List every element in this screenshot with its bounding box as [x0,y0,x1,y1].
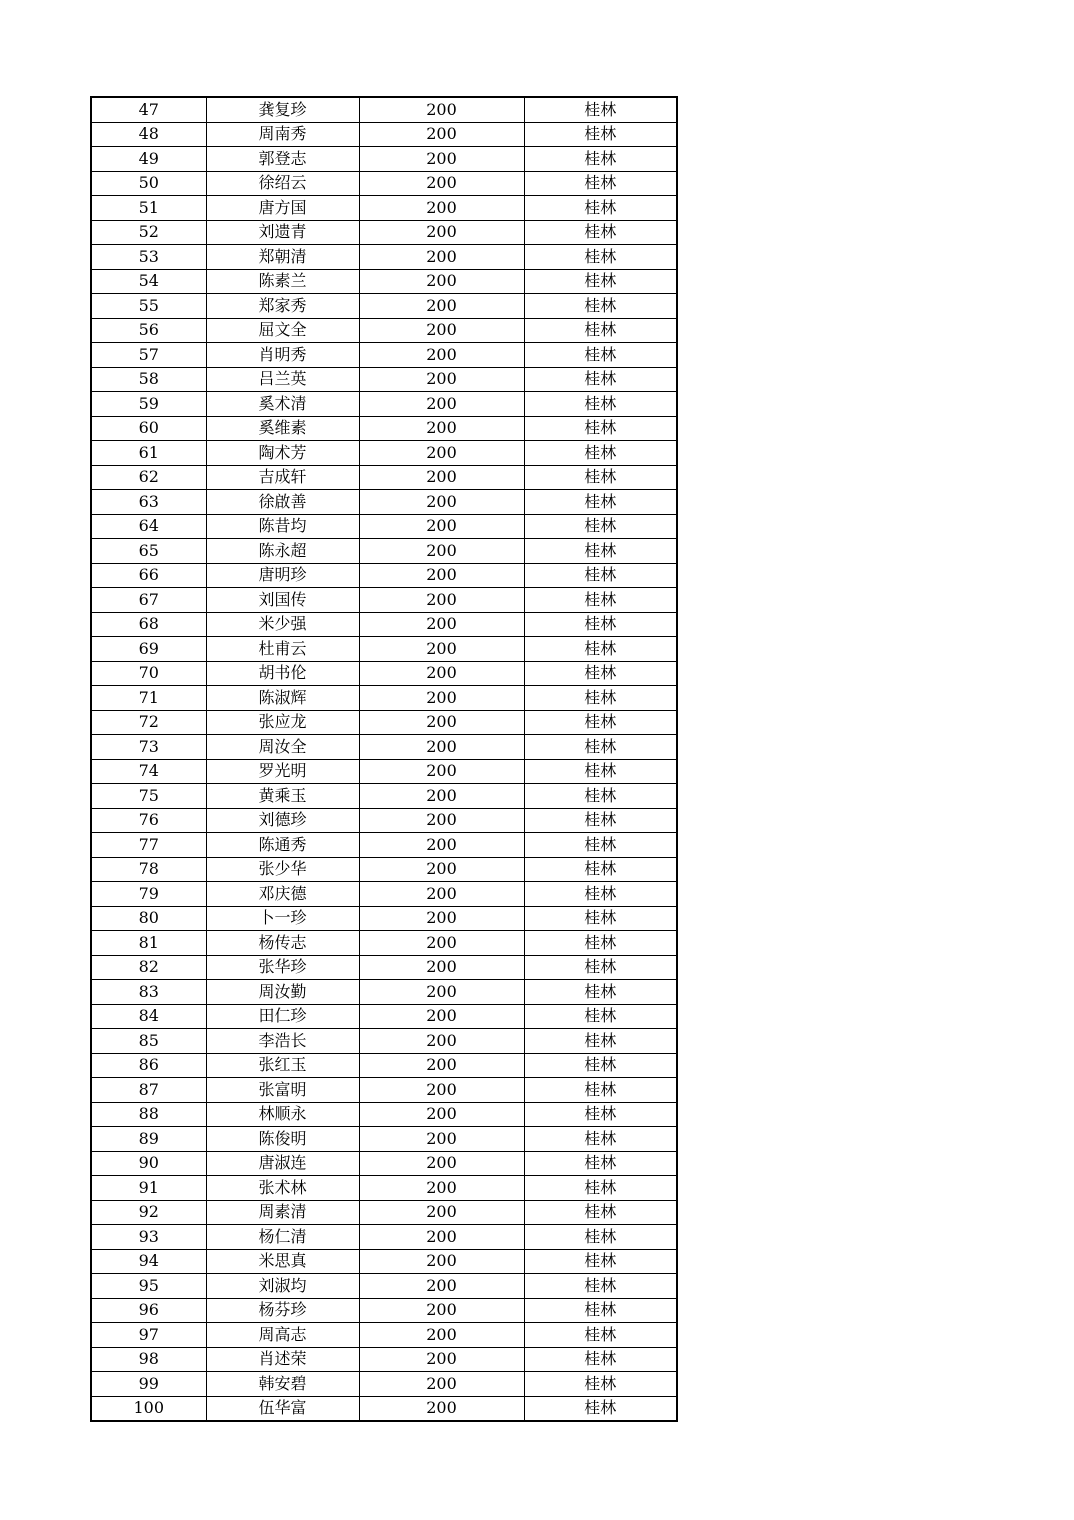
amount-cell: 200 [359,1029,524,1054]
location-cell: 桂林 [524,1274,677,1299]
row-number-cell: 55 [91,294,206,319]
name-cell: 杜甫云 [206,637,359,662]
table-row [91,220,677,245]
table-row [91,1053,677,1078]
amount-cell: 200 [359,97,524,122]
row-number-cell: 57 [91,343,206,368]
amount-cell: 200 [359,343,524,368]
amount-cell: 200 [359,637,524,662]
row-number-cell: 89 [91,1127,206,1152]
location-cell: 桂林 [524,1249,677,1274]
table-row [91,465,677,490]
row-number-cell: 56 [91,318,206,343]
location-cell: 桂林 [524,465,677,490]
row-number-cell: 100 [91,1396,206,1421]
table-row [91,857,677,882]
table-row [91,1274,677,1299]
table-row [91,1004,677,1029]
location-cell: 桂林 [524,980,677,1005]
name-cell: 吉成轩 [206,465,359,490]
table-row [91,808,677,833]
row-number-cell: 62 [91,465,206,490]
amount-cell: 200 [359,955,524,980]
row-number-cell: 83 [91,980,206,1005]
name-cell: 卜一珍 [206,906,359,931]
amount-cell: 200 [359,661,524,686]
row-number-cell: 91 [91,1176,206,1201]
name-cell: 郭登志 [206,147,359,172]
location-cell: 桂林 [524,1029,677,1054]
location-cell: 桂林 [524,661,677,686]
amount-cell: 200 [359,882,524,907]
name-cell: 唐淑连 [206,1151,359,1176]
table-row [91,686,677,711]
amount-cell: 200 [359,857,524,882]
table-row [91,514,677,539]
table-row [91,1396,677,1421]
amount-cell: 200 [359,392,524,417]
location-cell: 桂林 [524,1225,677,1250]
table-row [91,906,677,931]
amount-cell: 200 [359,1249,524,1274]
row-number-cell: 58 [91,367,206,392]
amount-cell: 200 [359,1078,524,1103]
table-row [91,1372,677,1397]
table-row [91,318,677,343]
amount-cell: 200 [359,833,524,858]
row-number-cell: 61 [91,441,206,466]
table-row [91,539,677,564]
row-number-cell: 97 [91,1323,206,1348]
row-number-cell: 67 [91,588,206,613]
row-number-cell: 90 [91,1151,206,1176]
amount-cell: 200 [359,808,524,833]
amount-cell: 200 [359,588,524,613]
amount-cell: 200 [359,490,524,515]
table-row [91,1200,677,1225]
amount-cell: 200 [359,1396,524,1421]
location-cell: 桂林 [524,882,677,907]
table-row [91,367,677,392]
table-row [91,735,677,760]
amount-cell: 200 [359,1225,524,1250]
table-row [91,97,677,122]
name-cell: 郑家秀 [206,294,359,319]
amount-cell: 200 [359,931,524,956]
row-number-cell: 86 [91,1053,206,1078]
name-cell: 张富明 [206,1078,359,1103]
amount-cell: 200 [359,441,524,466]
row-number-cell: 80 [91,906,206,931]
location-cell: 桂林 [524,1347,677,1372]
row-number-cell: 85 [91,1029,206,1054]
name-cell: 韩安碧 [206,1372,359,1397]
name-cell: 周素清 [206,1200,359,1225]
name-cell: 胡书伦 [206,661,359,686]
amount-cell: 200 [359,906,524,931]
row-number-cell: 96 [91,1298,206,1323]
location-cell: 桂林 [524,710,677,735]
row-number-cell: 82 [91,955,206,980]
location-cell: 桂林 [524,220,677,245]
name-cell: 杨芬珍 [206,1298,359,1323]
table-row [91,710,677,735]
location-cell: 桂林 [524,539,677,564]
location-cell: 桂林 [524,171,677,196]
table-row [91,441,677,466]
name-cell: 陈昔均 [206,514,359,539]
location-cell: 桂林 [524,1372,677,1397]
name-cell: 陈永超 [206,539,359,564]
table-row [91,245,677,270]
name-cell: 屈文全 [206,318,359,343]
row-number-cell: 54 [91,269,206,294]
table-row [91,882,677,907]
name-cell: 黄乘玉 [206,784,359,809]
table-row [91,343,677,368]
location-cell: 桂林 [524,931,677,956]
amount-cell: 200 [359,196,524,221]
row-number-cell: 64 [91,514,206,539]
amount-cell: 200 [359,539,524,564]
amount-cell: 200 [359,1200,524,1225]
name-cell: 张红玉 [206,1053,359,1078]
location-cell: 桂林 [524,122,677,147]
amount-cell: 200 [359,514,524,539]
table-row [91,122,677,147]
name-cell: 唐明珍 [206,563,359,588]
table-row [91,196,677,221]
name-cell: 张应龙 [206,710,359,735]
location-cell: 桂林 [524,808,677,833]
amount-cell: 200 [359,710,524,735]
row-number-cell: 99 [91,1372,206,1397]
row-number-cell: 95 [91,1274,206,1299]
amount-cell: 200 [359,735,524,760]
name-cell: 刘德珍 [206,808,359,833]
table-row [91,661,677,686]
amount-cell: 200 [359,1127,524,1152]
table-row [91,588,677,613]
name-cell: 肖明秀 [206,343,359,368]
amount-cell: 200 [359,784,524,809]
name-cell: 刘国传 [206,588,359,613]
amount-cell: 200 [359,1347,524,1372]
row-number-cell: 63 [91,490,206,515]
location-cell: 桂林 [524,1151,677,1176]
amount-cell: 200 [359,465,524,490]
name-cell: 唐方国 [206,196,359,221]
row-number-cell: 66 [91,563,206,588]
table-row [91,931,677,956]
name-cell: 周汝勤 [206,980,359,1005]
name-cell: 张华珍 [206,955,359,980]
name-cell: 李浩长 [206,1029,359,1054]
amount-cell: 200 [359,686,524,711]
table-row [91,269,677,294]
name-cell: 肖述荣 [206,1347,359,1372]
row-number-cell: 93 [91,1225,206,1250]
location-cell: 桂林 [524,1078,677,1103]
location-cell: 桂林 [524,294,677,319]
name-cell: 林顺永 [206,1102,359,1127]
location-cell: 桂林 [524,367,677,392]
location-cell: 桂林 [524,1323,677,1348]
location-cell: 桂林 [524,588,677,613]
name-cell: 杨仁清 [206,1225,359,1250]
table-row [91,1298,677,1323]
row-number-cell: 47 [91,97,206,122]
name-cell: 奚术清 [206,392,359,417]
location-cell: 桂林 [524,906,677,931]
table-row [91,980,677,1005]
row-number-cell: 69 [91,637,206,662]
row-number-cell: 92 [91,1200,206,1225]
table-row [91,171,677,196]
table-row [91,416,677,441]
location-cell: 桂林 [524,416,677,441]
name-cell: 龚复珍 [206,97,359,122]
table-row [91,759,677,784]
table-row [91,1127,677,1152]
amount-cell: 200 [359,1274,524,1299]
location-cell: 桂林 [524,637,677,662]
location-cell: 桂林 [524,612,677,637]
name-cell: 邓庆德 [206,882,359,907]
row-number-cell: 49 [91,147,206,172]
name-cell: 张少华 [206,857,359,882]
location-cell: 桂林 [524,514,677,539]
name-cell: 陈俊明 [206,1127,359,1152]
amount-cell: 200 [359,1004,524,1029]
location-cell: 桂林 [524,392,677,417]
location-cell: 桂林 [524,490,677,515]
amount-cell: 200 [359,122,524,147]
name-cell: 伍华富 [206,1396,359,1421]
row-number-cell: 79 [91,882,206,907]
row-number-cell: 81 [91,931,206,956]
location-cell: 桂林 [524,686,677,711]
row-number-cell: 65 [91,539,206,564]
table-row [91,294,677,319]
table-row [91,612,677,637]
table-row [91,784,677,809]
row-number-cell: 50 [91,171,206,196]
amount-cell: 200 [359,294,524,319]
amount-cell: 200 [359,269,524,294]
table-row [91,147,677,172]
row-number-cell: 53 [91,245,206,270]
amount-cell: 200 [359,367,524,392]
amount-cell: 200 [359,612,524,637]
location-cell: 桂林 [524,1176,677,1201]
table-row [91,833,677,858]
row-number-cell: 72 [91,710,206,735]
row-number-cell: 78 [91,857,206,882]
location-cell: 桂林 [524,269,677,294]
table-row [91,1347,677,1372]
amount-cell: 200 [359,1372,524,1397]
location-cell: 桂林 [524,97,677,122]
location-cell: 桂林 [524,343,677,368]
name-cell: 刘淑均 [206,1274,359,1299]
name-cell: 罗光明 [206,759,359,784]
name-cell: 奚维素 [206,416,359,441]
table-row [91,1176,677,1201]
table-row [91,490,677,515]
location-cell: 桂林 [524,441,677,466]
row-number-cell: 71 [91,686,206,711]
row-number-cell: 74 [91,759,206,784]
name-cell: 陈通秀 [206,833,359,858]
table-row [91,1249,677,1274]
location-cell: 桂林 [524,245,677,270]
location-cell: 桂林 [524,955,677,980]
name-cell: 郑朝清 [206,245,359,270]
location-cell: 桂林 [524,857,677,882]
table-row [91,563,677,588]
row-number-cell: 98 [91,1347,206,1372]
amount-cell: 200 [359,980,524,1005]
location-cell: 桂林 [524,759,677,784]
row-number-cell: 84 [91,1004,206,1029]
amount-cell: 200 [359,171,524,196]
name-cell: 田仁珍 [206,1004,359,1029]
location-cell: 桂林 [524,196,677,221]
amount-cell: 200 [359,245,524,270]
name-cell: 陶术芳 [206,441,359,466]
row-number-cell: 51 [91,196,206,221]
name-cell: 周高志 [206,1323,359,1348]
name-cell: 周南秀 [206,122,359,147]
row-number-cell: 76 [91,808,206,833]
row-number-cell: 73 [91,735,206,760]
table-row [91,955,677,980]
table-row [91,1078,677,1103]
row-number-cell: 77 [91,833,206,858]
row-number-cell: 75 [91,784,206,809]
amount-cell: 200 [359,1102,524,1127]
name-cell: 张术林 [206,1176,359,1201]
name-cell: 米思真 [206,1249,359,1274]
amount-cell: 200 [359,563,524,588]
name-cell: 杨传志 [206,931,359,956]
amount-cell: 200 [359,318,524,343]
location-cell: 桂林 [524,1298,677,1323]
table-row [91,637,677,662]
location-cell: 桂林 [524,833,677,858]
row-number-cell: 88 [91,1102,206,1127]
name-cell: 米少强 [206,612,359,637]
name-cell: 刘遗青 [206,220,359,245]
row-number-cell: 48 [91,122,206,147]
table-row [91,392,677,417]
table-row [91,1029,677,1054]
amount-cell: 200 [359,1298,524,1323]
name-cell: 周汝全 [206,735,359,760]
table-row [91,1102,677,1127]
row-number-cell: 70 [91,661,206,686]
row-number-cell: 87 [91,1078,206,1103]
location-cell: 桂林 [524,147,677,172]
location-cell: 桂林 [524,1102,677,1127]
row-number-cell: 52 [91,220,206,245]
location-cell: 桂林 [524,318,677,343]
amount-cell: 200 [359,759,524,784]
row-number-cell: 94 [91,1249,206,1274]
location-cell: 桂林 [524,735,677,760]
location-cell: 桂林 [524,563,677,588]
amount-cell: 200 [359,147,524,172]
table-row [91,1225,677,1250]
name-cell: 徐绍云 [206,171,359,196]
table-body [91,97,677,1421]
data-table [90,96,678,1422]
row-number-cell: 60 [91,416,206,441]
name-cell: 徐啟善 [206,490,359,515]
location-cell: 桂林 [524,784,677,809]
name-cell: 陈素兰 [206,269,359,294]
amount-cell: 200 [359,416,524,441]
location-cell: 桂林 [524,1200,677,1225]
amount-cell: 200 [359,1053,524,1078]
amount-cell: 200 [359,1323,524,1348]
table-row [91,1151,677,1176]
row-number-cell: 59 [91,392,206,417]
location-cell: 桂林 [524,1127,677,1152]
location-cell: 桂林 [524,1004,677,1029]
location-cell: 桂林 [524,1396,677,1421]
name-cell: 吕兰英 [206,367,359,392]
name-cell: 陈淑辉 [206,686,359,711]
row-number-cell: 68 [91,612,206,637]
location-cell: 桂林 [524,1053,677,1078]
amount-cell: 200 [359,1176,524,1201]
amount-cell: 200 [359,1151,524,1176]
table-row [91,1323,677,1348]
amount-cell: 200 [359,220,524,245]
